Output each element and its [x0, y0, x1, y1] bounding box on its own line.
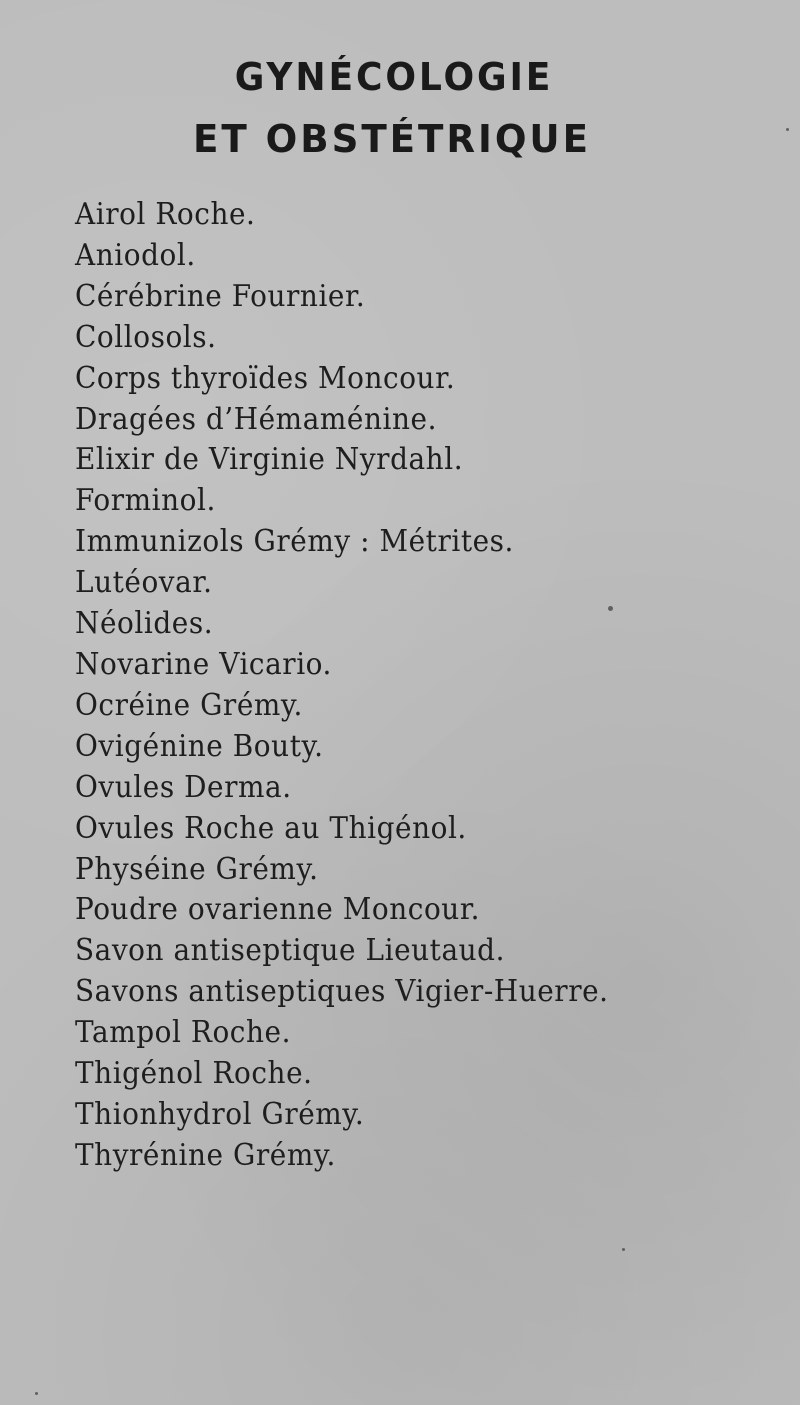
list-item: Savon antiseptique Lieutaud.: [75, 933, 506, 969]
list-item: Thyrénine Grémy.: [75, 1137, 336, 1173]
list-item: Ovules Derma.: [75, 769, 292, 805]
list-item: Collosols.: [75, 319, 217, 355]
list-item: Thionhydrol Grémy.: [75, 1096, 365, 1132]
list-item: Poudre ovarienne Moncour.: [75, 892, 481, 928]
page-heading: [0, 53, 800, 163]
list-item: Dragées d’Hémaménine.: [75, 401, 438, 437]
paper-speck: [608, 606, 613, 611]
list-item: Ocréine Grémy.: [75, 687, 303, 723]
list-item: Lutéovar.: [75, 565, 213, 601]
list-item: Immunizols Grémy : Métrites.: [75, 524, 514, 560]
list-item: Ovigénine Bouty.: [75, 728, 324, 764]
list-item: Cérébrine Fournier.: [75, 278, 366, 314]
list-item: Physéine Grémy.: [75, 851, 319, 887]
paper-speck: [35, 1392, 38, 1395]
list-item: Novarine Vicario.: [75, 646, 332, 682]
heading-line-1: GYNÉCOLOGIE: [234, 55, 554, 100]
product-list: [75, 195, 649, 1177]
paper-speck: [786, 128, 789, 131]
list-item: Savons antiseptiques Vigier-Huerre.: [75, 974, 609, 1010]
list-item: Aniodol.: [75, 237, 196, 273]
list-item: Thigénol Roche.: [75, 1056, 313, 1092]
heading-line-2: ET OBSTÉTRIQUE: [193, 117, 591, 162]
list-item: Airol Roche.: [75, 197, 256, 232]
paper-speck: [622, 1248, 625, 1251]
list-item: Corps thyroïdes Moncour.: [75, 360, 456, 396]
list-item: Ovules Roche au Thigénol.: [75, 810, 467, 846]
list-item: Néolides.: [75, 606, 214, 642]
list-item: Forminol.: [75, 483, 216, 519]
list-item: Tampol Roche.: [75, 1015, 292, 1051]
list-item: Elixir de Virginie Nyrdahl.: [75, 442, 464, 478]
